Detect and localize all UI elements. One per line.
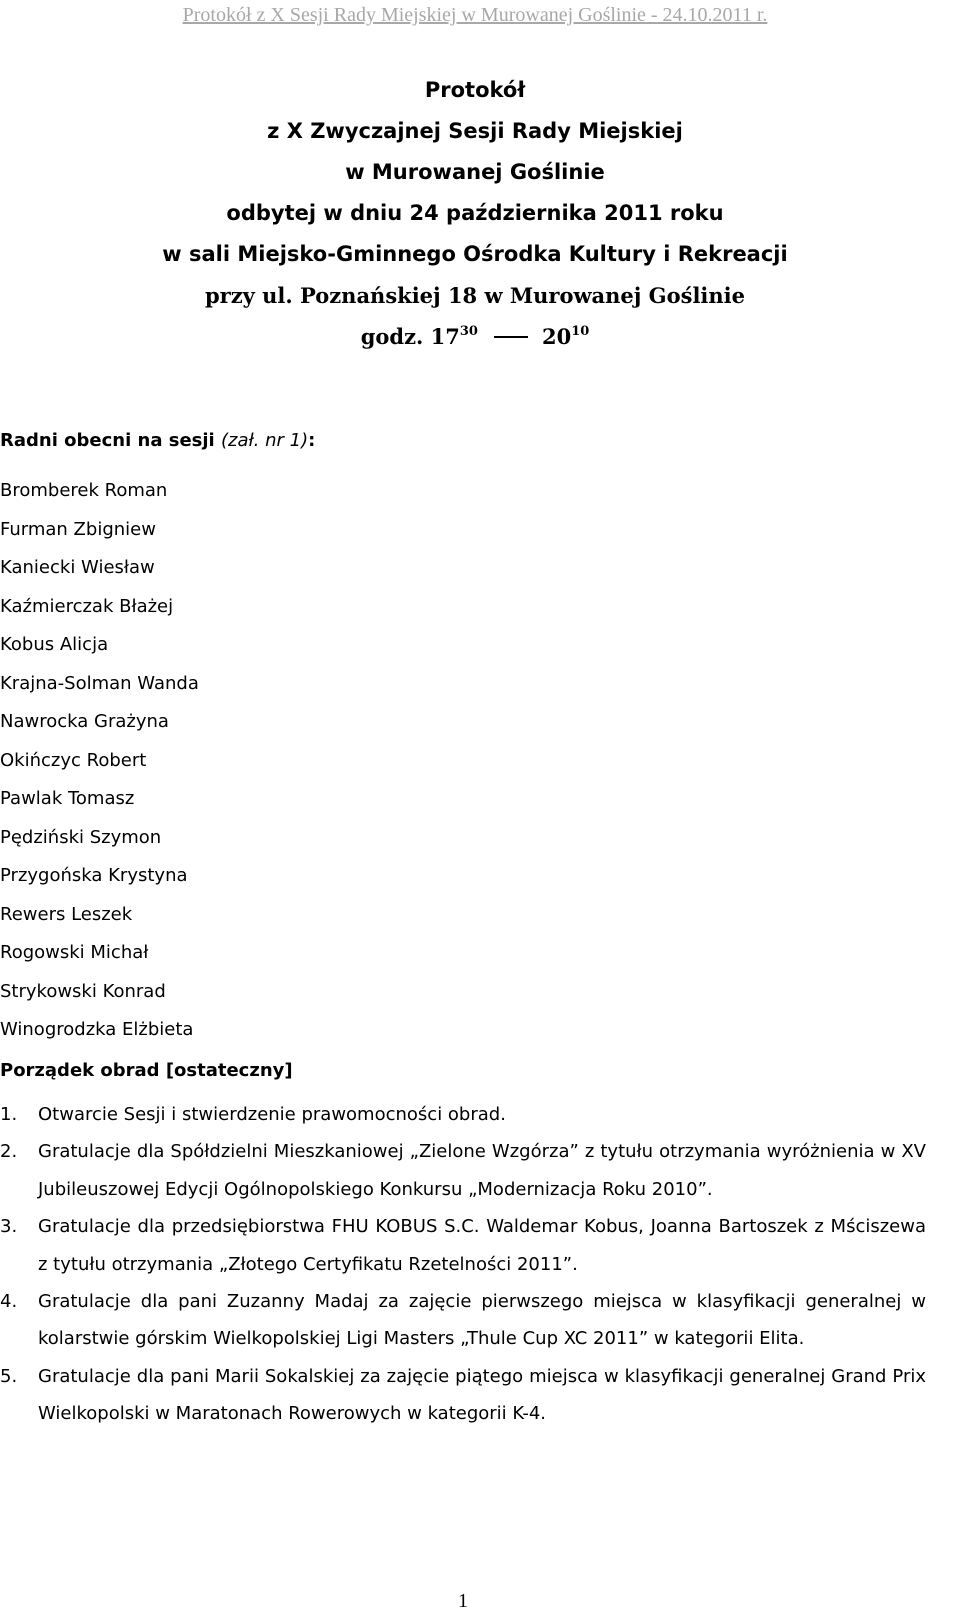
- attendance-attachment-note: (zał. nr 1): [221, 430, 309, 451]
- agenda-item-number: 5.: [0, 1365, 18, 1387]
- councillor-list: [0, 477, 199, 1055]
- councillor-name: Strykowski Konrad: [0, 980, 166, 1002]
- agenda-item-text: Gratulacje dla pani Marii Sokalskiej za zajęcie piątego miejsca w klasyfikacji generalnej Grand Prix Wielkopolski w Maratonach Rowerowych w kategorii K-4.: [38, 1365, 926, 1425]
- agenda-item-number: 1.: [0, 1104, 18, 1125]
- councillor-name: Kaźmierczak Błażej: [0, 595, 174, 617]
- agenda-item-text: Gratulacje dla Spółdzielni Mieszkaniowej „Zielone Wzgórza” z tytułu otrzymania wyróżnienia w XV Jubileuszowej Edycji Ogólnopolskiego Konkursu „Modernizacja Roku 2010”.: [38, 1141, 926, 1200]
- agenda-item-number: 2.: [0, 1141, 18, 1163]
- title-line-date: odbytej w dniu 24 października 2011 roku: [226, 201, 724, 225]
- councillor-name: Pawlak Tomasz: [0, 788, 135, 809]
- councillor-name: Furman Zbigniew: [0, 518, 156, 540]
- title-line-town: w Murowanej Goślinie: [345, 160, 605, 184]
- start-time-minutes: 30: [459, 324, 478, 339]
- agenda-item-text: Gratulacje dla przedsiębiorstwa FHU KOBUS S.C. Waldemar Kobus, Joanna Bartoszek z Mściszewa z tytułu otrzymania „Złotego Certyfikatu Rzetelności 2011”.: [38, 1216, 926, 1275]
- agenda-item: [0, 1283, 926, 1358]
- councillor-name: Nawrocka Grażyna: [0, 711, 169, 732]
- title-line-protocol: Protokół: [424, 78, 526, 102]
- agenda-item-text: Gratulacje dla pani Zuzanny Madaj za zajęcie pierwszego miejsca w klasyfikacji generalnej w kolarstwie górskim Wielkopolskiej Ligi Masters „Thule Cup XC 2011” w kategorii Elita.: [38, 1291, 926, 1350]
- agenda-item: [0, 1133, 926, 1208]
- agenda-list: [0, 1096, 926, 1433]
- councillor-name: Rogowski Michał: [0, 942, 149, 963]
- councillor-name: Kaniecki Wiesław: [0, 557, 155, 578]
- running-header: Protokół z X Sesji Rady Miejskiej w Murowanej Goślinie - 24.10.2011 r.: [182, 4, 768, 26]
- page-number: 1: [458, 1590, 468, 1612]
- document-title: [0, 70, 950, 357]
- attendance-heading: [0, 430, 315, 451]
- title-line-address: przy ul. Poznańskiej 18 w Murowanej Goślinie: [204, 283, 746, 308]
- councillor-name: Kobus Alicja: [0, 634, 109, 655]
- agenda-item-number: 4.: [0, 1291, 18, 1313]
- start-time-prefix: godz. 17: [360, 324, 460, 349]
- agenda-item: [0, 1208, 926, 1283]
- councillor-name: Winogrodzka Elżbieta: [0, 1019, 194, 1040]
- councillor-name: Pędziński Szymon: [0, 826, 162, 848]
- councillor-name: Okińczyc Robert: [0, 749, 147, 771]
- session-time: [0, 316, 950, 357]
- time-range-dash: [494, 336, 528, 338]
- title-line-venue: w sali Miejsko-Gminnego Ośrodka Kultury i Rekreacji: [162, 242, 788, 266]
- agenda-item-number: 3.: [0, 1216, 18, 1238]
- attendance-heading-colon: :: [308, 430, 316, 451]
- agenda-item: [0, 1358, 926, 1433]
- councillor-name: Bromberek Roman: [0, 480, 168, 501]
- agenda-item-text: Otwarcie Sesji i stwierdzenie prawomocności obrad.: [38, 1104, 506, 1125]
- agenda-item: [0, 1096, 926, 1133]
- agenda-heading: Porządek obrad [ostateczny]: [0, 1060, 293, 1081]
- councillor-name: Rewers Leszek: [0, 903, 133, 925]
- end-time-hour: 20: [541, 324, 572, 349]
- title-line-session: z X Zwyczajnej Sesji Rady Miejskiej: [267, 119, 683, 143]
- councillor-name: Przygońska Krystyna: [0, 865, 188, 886]
- councillor-name: Krajna-Solman Wanda: [0, 672, 199, 694]
- end-time-minutes: 10: [571, 324, 590, 339]
- attendance-heading-text: Radni obecni na sesji: [0, 430, 215, 451]
